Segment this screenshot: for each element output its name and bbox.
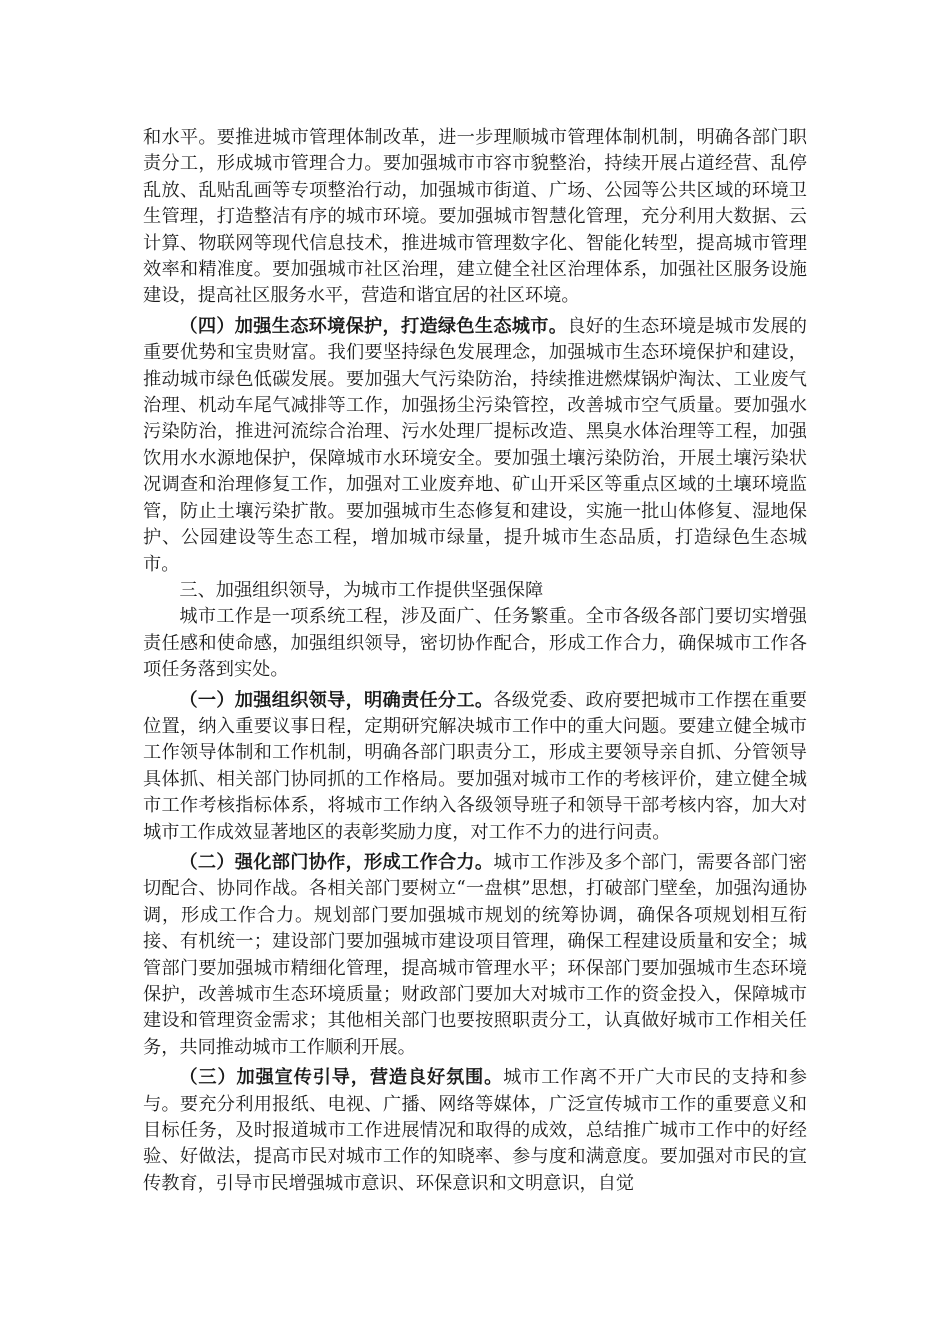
paragraph-4 [143, 604, 807, 683]
section-heading [143, 578, 807, 604]
paragraph-7 [143, 1065, 807, 1197]
paragraph-text: 和水平。要推进城市管理体制改革，进一步理顺城市管理体制机制，明确各部门职责分工，形成城市管理合力。要加强城市市容市貌整治，持续开展占道经营、乱停乱放、乱贴乱画等专项整治行动，加强城市街道、广场、公园等公共区域的环境卫生管理，打造整洁有序的城市环境。要加强城市智慧化管理，充分利用大数据、云计算、物联网等现代信息技术，推进城市管理数字化、智能化转型，提高城市管理效率和精准度。要加强城市社区治理，建立健全社区治理体系，加强社区服务设施建设，提高社区服务水平，营造和谐宜居的社区环境。 [143, 127, 807, 307]
paragraph-heading: （四）加强生态环境保护，打造绿色生态城市。 [179, 315, 568, 337]
paragraph-text: 城市工作涉及多个部门，需要各部门密切配合、协同作战。各相关部门要树立“一盘棋”思想，打破部门壁垒，加强沟通协调，形成工作合力。规划部门要加强城市规划的统筹协调，确保各项规划相互衔接、有机统一；建设部门要加强城市建设项目管理，确保工程建设质量和安全；城管部门要加强城市精细化管理，提高城市管理水平；环保部门要加强城市生态环境保护，改善城市生态环境质量；财政部门要加大对城市工作的资金投入，保障城市建设和管理资金需求；其他相关部门也要按照职责分工，认真做好城市工作相关任务，共同推动城市工作顺利开展。 [143, 851, 807, 1058]
paragraph-text: 城市工作离不开广大市民的支持和参与。要充分利用报纸、电视、广播、网络等媒体，广泛宣传城市工作的重要意义和目标任务，及时报道城市工作进展情况和取得的成效，总结推广城市工作中的好经验、好做法，提高市民对城市工作的知晓率、参与度和满意度。要加强对市民的宣传教育，引导市民增强城市意识、环保意识和文明意识，自觉 [143, 1067, 807, 1194]
paragraph-text: 城市工作是一项系统工程，涉及面广、任务繁重。全市各级各部门要切实增强责任感和使命感，加强组织领导，密切协作配合，形成工作合力，确保城市工作各项任务落到实处。 [143, 606, 807, 681]
paragraph-text: 良好的生态环境是城市发展的重要优势和宝贵财富。我们要坚持绿色发展理念，加强城市生态环境保护和建设，推动城市绿色低碳发展。要加强大气污染防治，持续推进燃煤锅炉淘汰、工业废气治理、机动车尾气减排等工作，加强扬尘污染管控，改善城市空气质量。要加强水污染防治，推进河流综合治理、污水处理厂提标改造、黑臭水体治理等工程，加强饮用水水源地保护，保障城市水环境安全。要加强土壤污染防治，开展土壤污染状况调查和治理修复工作，加强对工业废弃地、矿山开采区等重点区域的土壤环境监管，防止土壤污染扩散。要加强城市生态修复和建设，实施一批山体修复、湿地保护、公园建设等生态工程，增加城市绿量，提升城市生态品质，打造绿色生态城市。 [143, 315, 807, 575]
paragraph-heading: （三）加强宣传引导，营造良好氛围。 [179, 1067, 504, 1089]
section-heading-text: 三、加强组织领导，为城市工作提供坚强保障 [179, 579, 544, 601]
paragraph-5 [143, 688, 807, 846]
document-body [143, 125, 807, 1197]
paragraph-heading: （二）强化部门协作，形成工作合力。 [179, 851, 494, 873]
paragraph-heading: （一）加强组织领导，明确责任分工。 [179, 689, 494, 711]
paragraph-1 [143, 125, 807, 310]
paragraph-2 [143, 314, 807, 578]
paragraph-6 [143, 850, 807, 1061]
paragraph-text: 各级党委、政府要把城市工作摆在重要位置，纳入重要议事日程，定期研究解决城市工作中的重大问题。要建立健全城市工作领导体制和工作机制，明确各部门职责分工，形成主要领导亲自抓、分管领导具体抓、相关部门协同抓的工作格局。要加强对城市工作的考核评价，建立健全城市工作考核指标体系，将城市工作纳入各级领导班子和领导干部考核内容，加大对城市工作成效显著地区的表彰奖励力度，对工作不力的进行问责。 [143, 689, 807, 843]
